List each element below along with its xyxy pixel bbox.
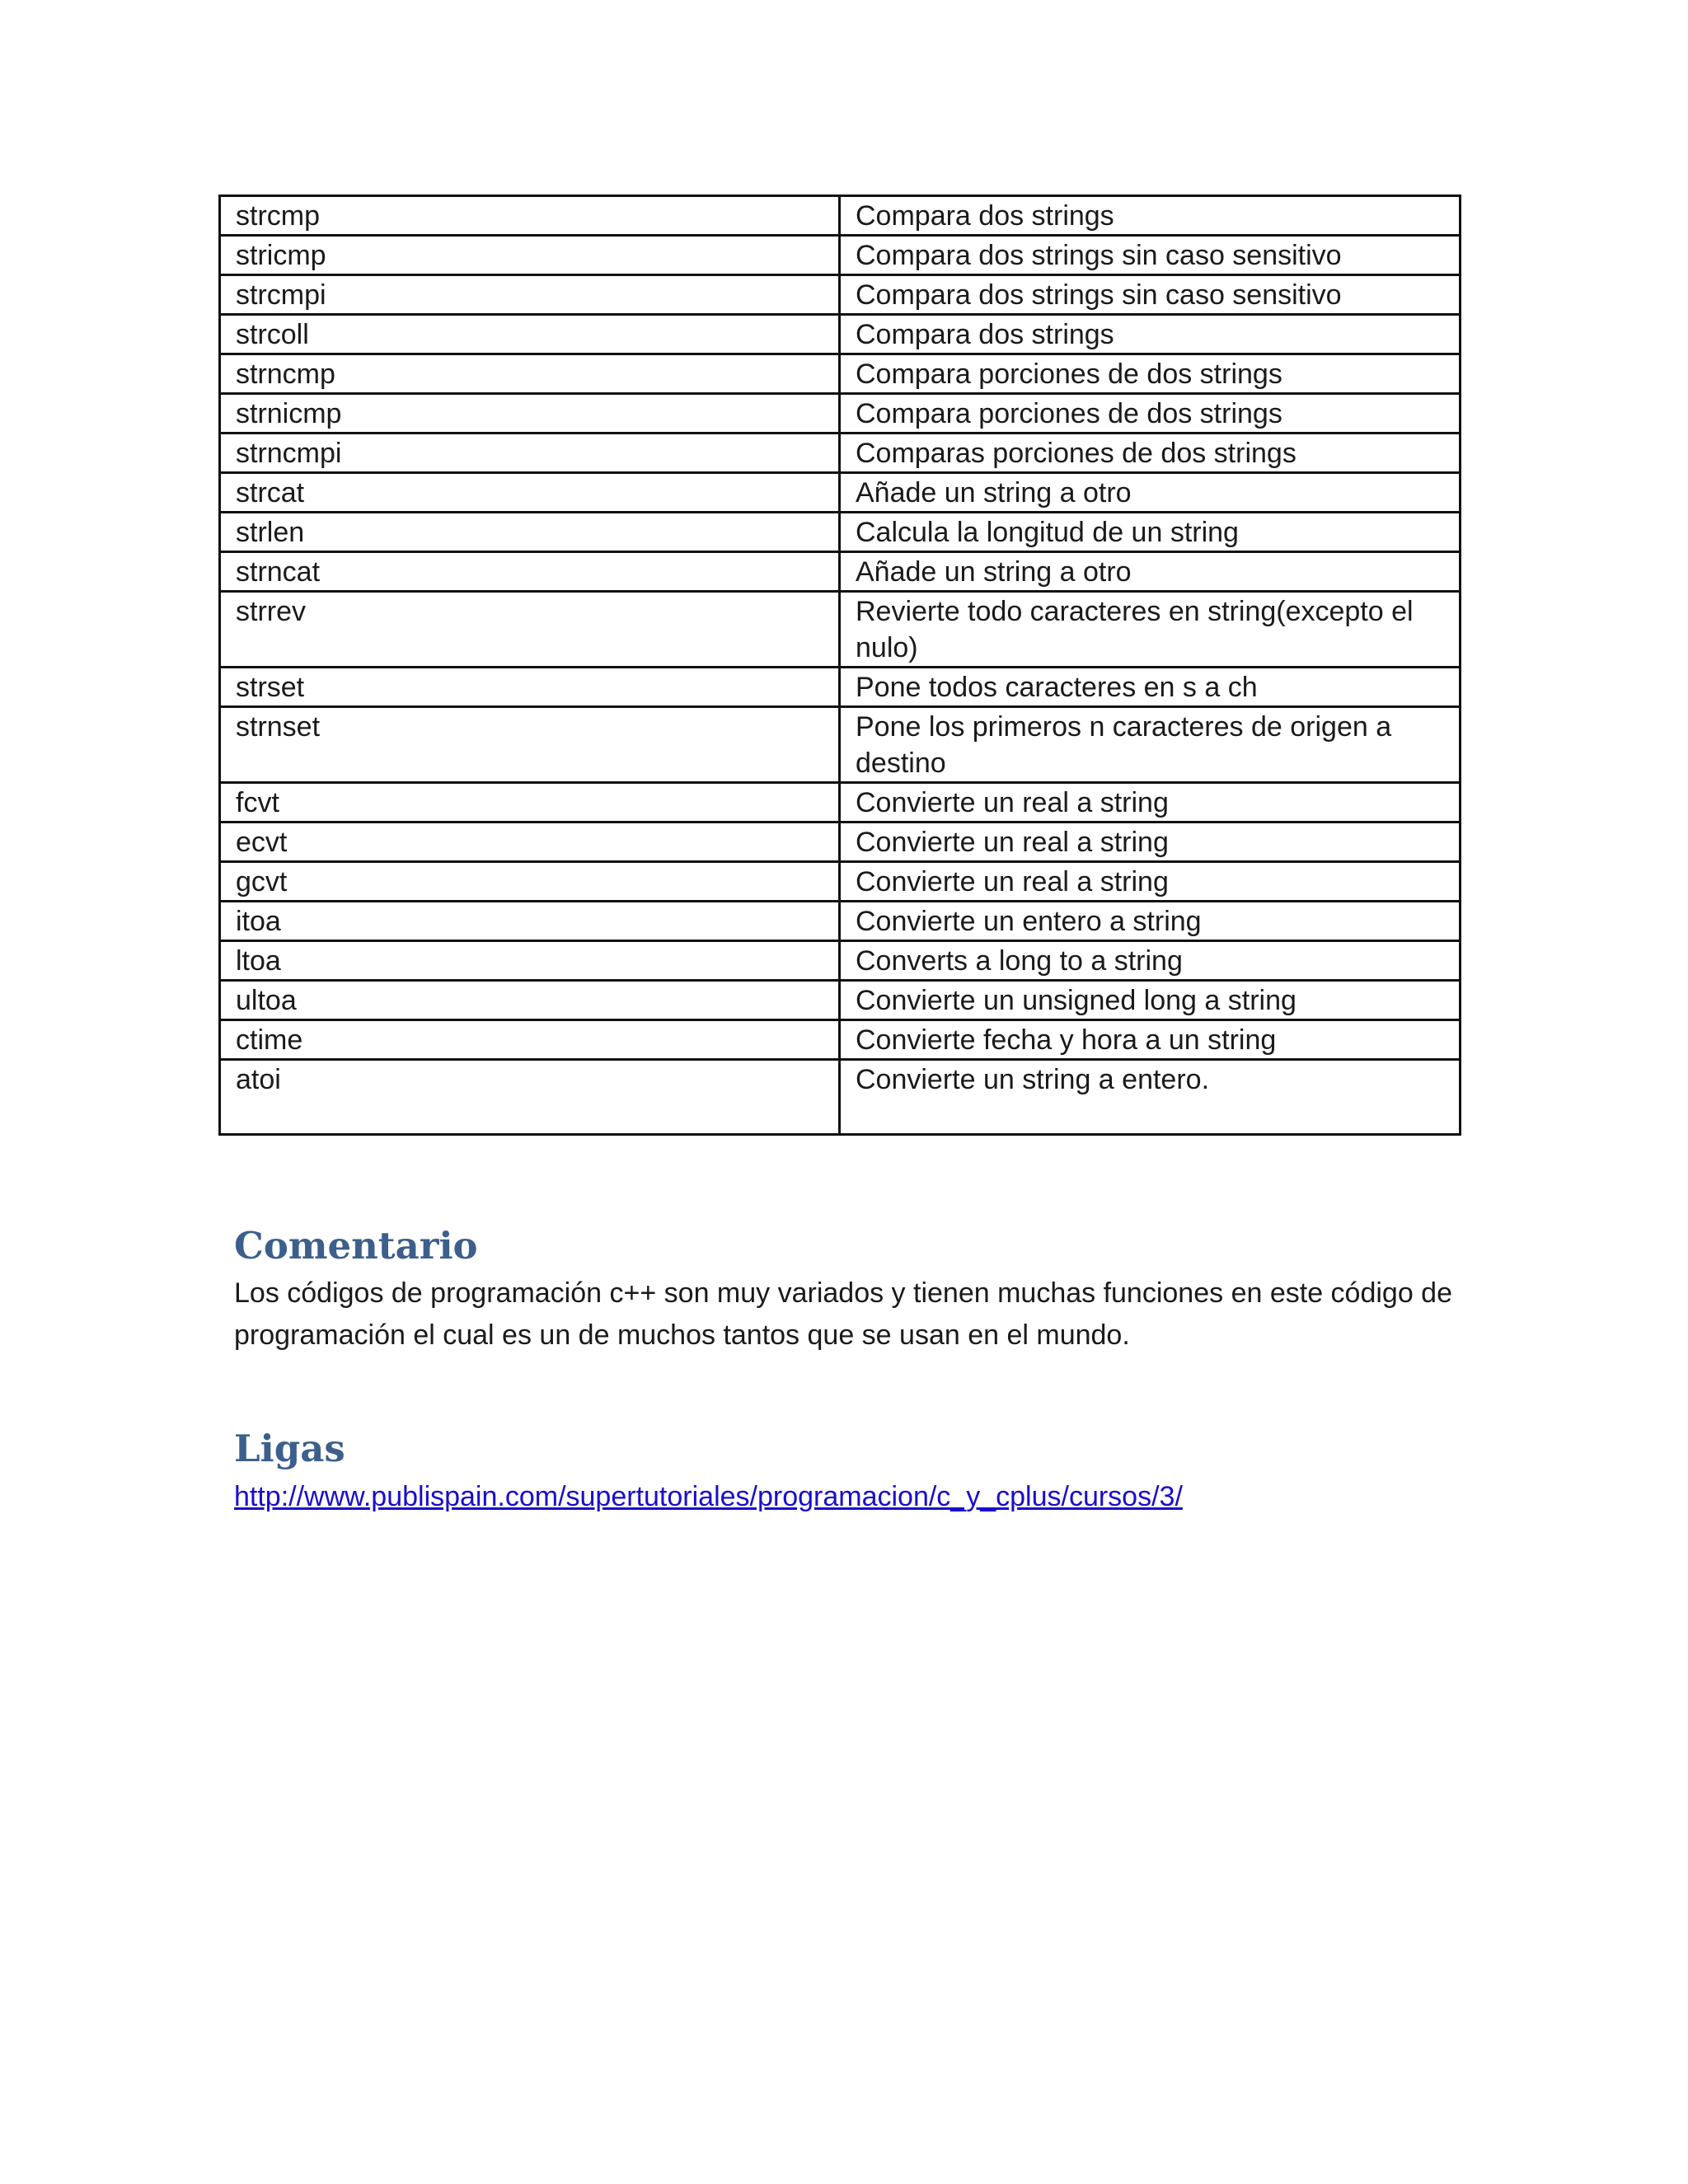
function-name-cell: atoi xyxy=(220,1060,840,1135)
function-description-cell: Compara dos strings xyxy=(840,196,1461,236)
function-name-cell: strcat xyxy=(220,473,840,513)
function-name-cell: strcoll xyxy=(220,315,840,354)
table-row xyxy=(220,823,1461,862)
function-description-cell: Convierte un real a string xyxy=(840,783,1461,823)
table-row xyxy=(220,354,1461,394)
table-row xyxy=(220,315,1461,354)
function-name-cell: strset xyxy=(220,668,840,707)
function-name-cell: strrev xyxy=(220,592,840,668)
function-name-cell: ecvt xyxy=(220,823,840,862)
function-description-cell: Converts a long to a string xyxy=(840,941,1461,981)
function-name-cell: strncmp xyxy=(220,354,840,394)
table-row xyxy=(220,707,1461,783)
function-name-cell: strnicmp xyxy=(220,394,840,434)
function-name-cell: strncmpi xyxy=(220,434,840,473)
ligas-heading: Ligas xyxy=(234,1427,345,1470)
function-name-cell: itoa xyxy=(220,902,840,941)
function-description-cell: Compara dos strings sin caso sensitivo xyxy=(840,236,1461,275)
function-description-cell: Compara dos strings sin caso sensitivo xyxy=(840,275,1461,315)
comentario-heading: Comentario xyxy=(234,1224,478,1268)
table-row xyxy=(220,941,1461,981)
function-name-cell: ctime xyxy=(220,1020,840,1060)
function-name-cell: ultoa xyxy=(220,981,840,1020)
function-description-cell: Revierte todo caracteres en string(excepto el nulo) xyxy=(840,592,1461,668)
table-row xyxy=(220,236,1461,275)
table-row xyxy=(220,592,1461,668)
table-row xyxy=(220,862,1461,902)
table-row xyxy=(220,394,1461,434)
table-row xyxy=(220,1060,1461,1135)
table-row xyxy=(220,275,1461,315)
function-description-cell: Convierte fecha y hora a un string xyxy=(840,1020,1461,1060)
function-name-cell: strcmp xyxy=(220,196,840,236)
reference-link[interactable]: http://www.publispain.com/supertutoriales/programacion/c_y_cplus/cursos/3/ xyxy=(234,1481,1183,1512)
function-description-cell: Convierte un entero a string xyxy=(840,902,1461,941)
function-description-cell: Añade un string a otro xyxy=(840,552,1461,592)
table-row xyxy=(220,513,1461,552)
function-name-cell: strlen xyxy=(220,513,840,552)
table-row xyxy=(220,196,1461,236)
function-name-cell: ltoa xyxy=(220,941,840,981)
function-description-cell: Compara dos strings xyxy=(840,315,1461,354)
comentario-paragraph: Los códigos de programación c++ son muy variados y tienen muchas funciones en este código de programación el cual es un de muchos tantos que se usan en el mundo. xyxy=(234,1277,1453,1351)
function-description-cell: Convierte un string a entero. xyxy=(840,1060,1461,1135)
function-description-cell: Calcula la longitud de un string xyxy=(840,513,1461,552)
function-description-cell: Añade un string a otro xyxy=(840,473,1461,513)
function-name-cell: stricmp xyxy=(220,236,840,275)
function-description-cell: Convierte un unsigned long a string xyxy=(840,981,1461,1020)
function-name-cell: strcmpi xyxy=(220,275,840,315)
string-functions-table xyxy=(218,194,1461,1136)
function-description-cell: Convierte un real a string xyxy=(840,862,1461,902)
table-row xyxy=(220,473,1461,513)
table-row xyxy=(220,1020,1461,1060)
function-description-cell: Compara porciones de dos strings xyxy=(840,354,1461,394)
function-name-cell: gcvt xyxy=(220,862,840,902)
function-description-cell: Convierte un real a string xyxy=(840,823,1461,862)
table-row xyxy=(220,783,1461,823)
function-description-cell: Pone los primeros n caracteres de origen a destino xyxy=(840,707,1461,783)
function-name-cell: strnset xyxy=(220,707,840,783)
function-description-cell: Compara porciones de dos strings xyxy=(840,394,1461,434)
function-description-cell: Pone todos caracteres en s a ch xyxy=(840,668,1461,707)
function-description-cell: Comparas porciones de dos strings xyxy=(840,434,1461,473)
table-row xyxy=(220,981,1461,1020)
table-row xyxy=(220,552,1461,592)
table-row xyxy=(220,434,1461,473)
table-row xyxy=(220,668,1461,707)
function-name-cell: strncat xyxy=(220,552,840,592)
function-name-cell: fcvt xyxy=(220,783,840,823)
table-row xyxy=(220,902,1461,941)
